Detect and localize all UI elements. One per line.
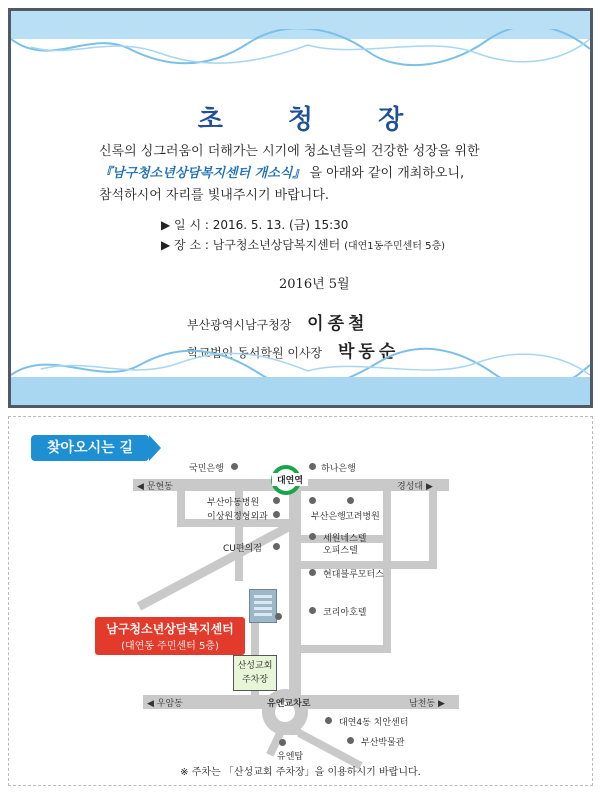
building-icon — [249, 589, 277, 623]
event-place-name: ▶ 장 소 : 남구청소년상담복지센터 — [161, 238, 341, 252]
place-hana: 하나은행 — [321, 464, 356, 474]
church-name: 산성교회 — [237, 661, 273, 671]
place-busanbank-dot — [309, 497, 316, 504]
station-label: 대연역 — [272, 473, 308, 486]
signer-2-title: 학교법인 동서학원 이사장 — [187, 346, 323, 360]
event-place-detail: (대연1동주민센터 5층) — [344, 241, 446, 252]
target-dot — [275, 613, 282, 620]
road-uen-crossroad: 유엔교차로 — [267, 699, 311, 709]
road-right-horizontal-3 — [301, 645, 391, 653]
event-details — [161, 215, 445, 257]
place-kookmin: 국민은행 — [189, 464, 224, 474]
place-isangwon: 이상원정형외과 — [207, 512, 268, 522]
road-namcheon: 남천동 ▶ — [409, 699, 445, 709]
place-museum: 부산박물관 — [361, 738, 405, 748]
place-goryeo: 고려병원 — [345, 512, 380, 522]
place-hana-dot — [309, 463, 316, 470]
church-parking — [233, 655, 277, 691]
place-kookmin-dot — [231, 463, 238, 470]
signer-2-name: 박동순 — [337, 342, 400, 362]
road-right-vertical-1 — [383, 491, 391, 651]
location-map — [8, 416, 593, 786]
event-time: ▶ 일 시 : 2016. 5. 13. (금) 15:30 — [161, 218, 349, 232]
road-gyeongseongdae: 경성대 ▶ — [397, 482, 433, 492]
invitation-card — [8, 8, 593, 408]
target-detail: (대연동 주민센터 5층) — [121, 641, 219, 652]
signer-1 — [187, 309, 368, 334]
signer-1-name: 이종철 — [307, 314, 369, 334]
place-busanahyeong-dot — [273, 497, 280, 504]
body-line-2-rest: 을 아래와 같이 개최하오니, — [305, 166, 465, 181]
body-line-2 — [99, 163, 549, 185]
place-uen-tower: 유엔탑 — [277, 752, 304, 762]
target-name: 남구청소년상담복지센터 — [106, 622, 234, 636]
parking-note: ※ 주차는 「산성교회 주차장」을 이용하시기 바랍니다. — [180, 767, 421, 778]
map-heading: 찾아오시는 길 — [31, 435, 149, 461]
church-parking-label: 주차장 — [241, 675, 269, 685]
top-swirl-ornament — [11, 29, 590, 69]
signer-1-title: 부산광역시남구청장 — [187, 318, 292, 332]
place-sewon: 세원네스텔 — [323, 534, 367, 544]
place-hyundai: 현대블루모터스 — [323, 570, 384, 580]
place-daeyeon4-dot — [325, 717, 332, 724]
place-goryeo-dot — [347, 497, 354, 504]
invitation-date: 2016년 5월 — [279, 277, 350, 292]
place-cu-dot — [273, 543, 280, 550]
place-isangwon-dot — [273, 511, 280, 518]
target-location — [95, 617, 245, 655]
bottom-decor-band — [11, 377, 590, 405]
place-busanbank: 부산은행 — [311, 512, 346, 522]
place-cu: CU편의점 — [223, 544, 262, 554]
place-korea-hotel-dot — [309, 607, 316, 614]
road-left-vertical-1 — [177, 491, 185, 521]
road-right-vertical-2 — [429, 491, 437, 561]
road-munhyeon: ◀ 문현동 — [137, 482, 173, 492]
invitation-body — [99, 141, 549, 207]
event-name: 『남구청소년상담복지센터 개소식』 — [99, 166, 306, 181]
body-line-3: 참석하시어 자리를 빛내주시기 바랍니다. — [99, 188, 330, 203]
place-sewon-dot — [309, 533, 316, 540]
place-uen-tower-dot — [279, 739, 286, 746]
road-uam: ◀ 우암동 — [147, 699, 183, 709]
place-museum-dot — [347, 737, 354, 744]
body-line-1: 신록의 싱그러움이 더해가는 시기에 청소년들의 건강한 성장을 위한 — [99, 144, 480, 159]
invitation-title: 초 청 장 — [197, 105, 432, 135]
place-hyundai-dot — [309, 569, 316, 576]
place-korea-hotel: 코리아호텔 — [323, 608, 367, 618]
place-daeyeon4: 대연4동 치안센터 — [339, 718, 409, 728]
place-officetel: 오피스텔 — [323, 546, 358, 556]
place-busanahyeong: 부산아동병원 — [207, 498, 260, 508]
event-place — [161, 235, 445, 257]
